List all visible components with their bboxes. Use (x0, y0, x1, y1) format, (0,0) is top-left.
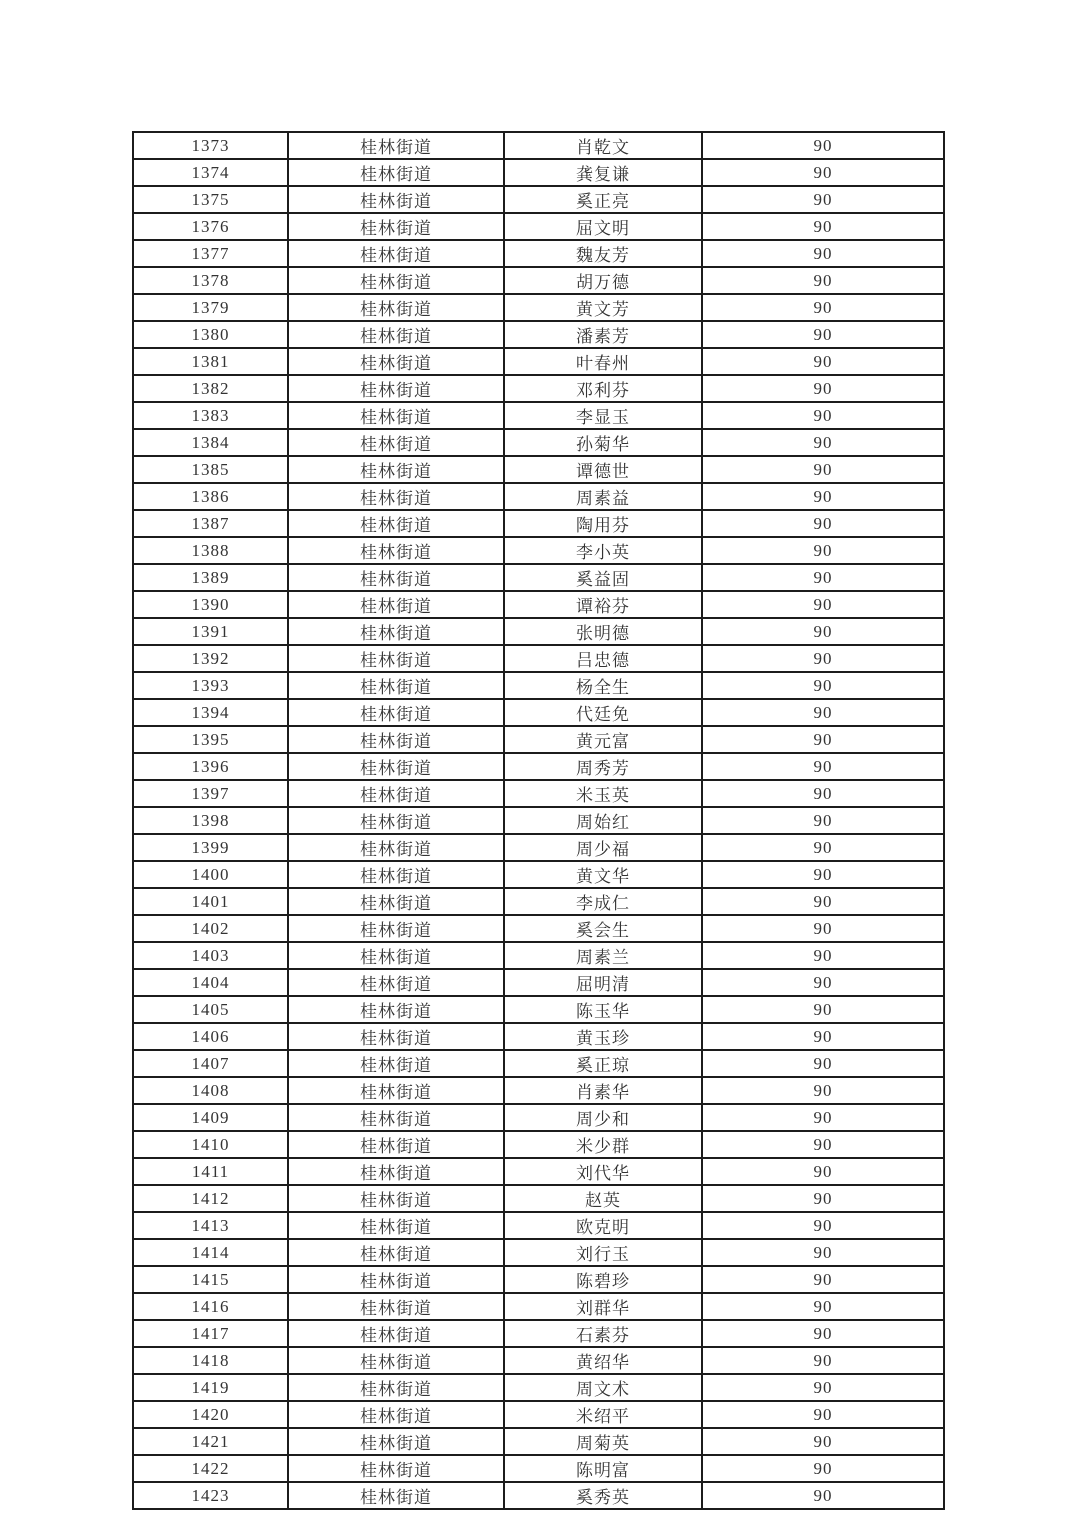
row-number-cell: 1397 (133, 780, 288, 807)
street-cell: 桂林街道 (288, 1185, 504, 1212)
street-cell: 桂林街道 (288, 240, 504, 267)
table-row (133, 726, 944, 753)
score-cell: 90 (702, 888, 944, 915)
name-cell: 屈明清 (504, 969, 702, 996)
row-number-cell: 1387 (133, 510, 288, 537)
table-row (133, 132, 944, 159)
street-cell: 桂林街道 (288, 780, 504, 807)
name-cell: 奚会生 (504, 915, 702, 942)
row-number-cell: 1392 (133, 645, 288, 672)
name-cell: 欧克明 (504, 1212, 702, 1239)
street-cell: 桂林街道 (288, 915, 504, 942)
score-cell: 90 (702, 1050, 944, 1077)
table-row (133, 915, 944, 942)
table-row (133, 1455, 944, 1482)
row-number-cell: 1393 (133, 672, 288, 699)
row-number-cell: 1413 (133, 1212, 288, 1239)
table-row (133, 834, 944, 861)
score-cell: 90 (702, 267, 944, 294)
row-number-cell: 1377 (133, 240, 288, 267)
table-row (133, 618, 944, 645)
row-number-cell: 1385 (133, 456, 288, 483)
street-cell: 桂林街道 (288, 807, 504, 834)
row-number-cell: 1410 (133, 1131, 288, 1158)
table-row (133, 942, 944, 969)
score-cell: 90 (702, 456, 944, 483)
street-cell: 桂林街道 (288, 510, 504, 537)
name-cell: 刘行玉 (504, 1239, 702, 1266)
street-cell: 桂林街道 (288, 888, 504, 915)
name-cell: 黄文华 (504, 861, 702, 888)
score-cell: 90 (702, 402, 944, 429)
street-cell: 桂林街道 (288, 618, 504, 645)
name-cell: 张明德 (504, 618, 702, 645)
row-number-cell: 1404 (133, 969, 288, 996)
row-number-cell: 1388 (133, 537, 288, 564)
score-cell: 90 (702, 1374, 944, 1401)
street-cell: 桂林街道 (288, 1401, 504, 1428)
name-cell: 胡万德 (504, 267, 702, 294)
score-cell: 90 (702, 753, 944, 780)
score-cell: 90 (702, 1482, 944, 1509)
street-cell: 桂林街道 (288, 1428, 504, 1455)
row-number-cell: 1405 (133, 996, 288, 1023)
row-number-cell: 1409 (133, 1104, 288, 1131)
row-number-cell: 1374 (133, 159, 288, 186)
score-cell: 90 (702, 321, 944, 348)
name-cell: 米少群 (504, 1131, 702, 1158)
row-number-cell: 1390 (133, 591, 288, 618)
street-cell: 桂林街道 (288, 645, 504, 672)
table-row (133, 780, 944, 807)
table-row (133, 402, 944, 429)
table-row (133, 996, 944, 1023)
table-row (133, 348, 944, 375)
score-cell: 90 (702, 780, 944, 807)
row-number-cell: 1375 (133, 186, 288, 213)
score-cell: 90 (702, 834, 944, 861)
row-number-cell: 1400 (133, 861, 288, 888)
score-cell: 90 (702, 591, 944, 618)
table-row (133, 672, 944, 699)
table-row (133, 564, 944, 591)
street-cell: 桂林街道 (288, 456, 504, 483)
score-cell: 90 (702, 186, 944, 213)
name-cell: 屈文明 (504, 213, 702, 240)
table-row (133, 483, 944, 510)
score-cell: 90 (702, 1266, 944, 1293)
street-cell: 桂林街道 (288, 861, 504, 888)
street-cell: 桂林街道 (288, 213, 504, 240)
street-cell: 桂林街道 (288, 1212, 504, 1239)
street-cell: 桂林街道 (288, 1239, 504, 1266)
table-row (133, 429, 944, 456)
name-cell: 谭德世 (504, 456, 702, 483)
row-number-cell: 1403 (133, 942, 288, 969)
table-row (133, 1428, 944, 1455)
row-number-cell: 1416 (133, 1293, 288, 1320)
table-row (133, 1239, 944, 1266)
row-number-cell: 1379 (133, 294, 288, 321)
table-row (133, 321, 944, 348)
table-row (133, 1347, 944, 1374)
row-number-cell: 1401 (133, 888, 288, 915)
row-number-cell: 1373 (133, 132, 288, 159)
street-cell: 桂林街道 (288, 672, 504, 699)
score-cell: 90 (702, 510, 944, 537)
table-row (133, 1212, 944, 1239)
street-cell: 桂林街道 (288, 1266, 504, 1293)
table-row (133, 591, 944, 618)
row-number-cell: 1386 (133, 483, 288, 510)
table-row (133, 240, 944, 267)
score-cell: 90 (702, 699, 944, 726)
street-cell: 桂林街道 (288, 996, 504, 1023)
street-cell: 桂林街道 (288, 1374, 504, 1401)
table-row (133, 1185, 944, 1212)
name-cell: 陈碧珍 (504, 1266, 702, 1293)
score-cell: 90 (702, 1455, 944, 1482)
table-row (133, 1158, 944, 1185)
table-row (133, 861, 944, 888)
street-cell: 桂林街道 (288, 699, 504, 726)
table-row (133, 1374, 944, 1401)
row-number-cell: 1407 (133, 1050, 288, 1077)
row-number-cell: 1389 (133, 564, 288, 591)
name-cell: 陈明富 (504, 1455, 702, 1482)
name-cell: 周秀芳 (504, 753, 702, 780)
score-cell: 90 (702, 915, 944, 942)
table-row (133, 1293, 944, 1320)
table-row (133, 375, 944, 402)
table-row (133, 1401, 944, 1428)
row-number-cell: 1415 (133, 1266, 288, 1293)
table-row (133, 1050, 944, 1077)
street-cell: 桂林街道 (288, 1347, 504, 1374)
row-number-cell: 1417 (133, 1320, 288, 1347)
name-cell: 吕忠德 (504, 645, 702, 672)
name-cell: 黄玉珍 (504, 1023, 702, 1050)
score-cell: 90 (702, 537, 944, 564)
score-cell: 90 (702, 1212, 944, 1239)
name-cell: 黄绍华 (504, 1347, 702, 1374)
score-cell: 90 (702, 1104, 944, 1131)
name-cell: 奚正亮 (504, 186, 702, 213)
name-cell: 米玉英 (504, 780, 702, 807)
table-row (133, 186, 944, 213)
street-cell: 桂林街道 (288, 726, 504, 753)
row-number-cell: 1414 (133, 1239, 288, 1266)
table-row (133, 1023, 944, 1050)
score-cell: 90 (702, 861, 944, 888)
street-cell: 桂林街道 (288, 1023, 504, 1050)
street-cell: 桂林街道 (288, 186, 504, 213)
street-cell: 桂林街道 (288, 483, 504, 510)
row-number-cell: 1383 (133, 402, 288, 429)
score-cell: 90 (702, 375, 944, 402)
name-cell: 李小英 (504, 537, 702, 564)
row-number-cell: 1382 (133, 375, 288, 402)
score-cell: 90 (702, 807, 944, 834)
score-cell: 90 (702, 429, 944, 456)
table-row (133, 969, 944, 996)
street-cell: 桂林街道 (288, 402, 504, 429)
street-cell: 桂林街道 (288, 1077, 504, 1104)
table-row (133, 807, 944, 834)
name-cell: 赵英 (504, 1185, 702, 1212)
name-cell: 魏友芳 (504, 240, 702, 267)
name-cell: 石素芬 (504, 1320, 702, 1347)
name-cell: 龚复谦 (504, 159, 702, 186)
score-cell: 90 (702, 645, 944, 672)
name-cell: 黄文芳 (504, 294, 702, 321)
row-number-cell: 1381 (133, 348, 288, 375)
row-number-cell: 1406 (133, 1023, 288, 1050)
street-cell: 桂林街道 (288, 375, 504, 402)
name-cell: 谭裕芬 (504, 591, 702, 618)
score-cell: 90 (702, 1185, 944, 1212)
row-number-cell: 1391 (133, 618, 288, 645)
street-cell: 桂林街道 (288, 753, 504, 780)
score-cell: 90 (702, 672, 944, 699)
table-row (133, 294, 944, 321)
table-row (133, 645, 944, 672)
score-cell: 90 (702, 996, 944, 1023)
row-number-cell: 1380 (133, 321, 288, 348)
table-row (133, 213, 944, 240)
score-cell: 90 (702, 726, 944, 753)
name-cell: 孙菊华 (504, 429, 702, 456)
row-number-cell: 1421 (133, 1428, 288, 1455)
street-cell: 桂林街道 (288, 159, 504, 186)
name-cell: 周菊英 (504, 1428, 702, 1455)
name-cell: 刘群华 (504, 1293, 702, 1320)
table-row (133, 456, 944, 483)
row-number-cell: 1396 (133, 753, 288, 780)
row-number-cell: 1384 (133, 429, 288, 456)
score-cell: 90 (702, 1131, 944, 1158)
row-number-cell: 1376 (133, 213, 288, 240)
street-cell: 桂林街道 (288, 969, 504, 996)
street-cell: 桂林街道 (288, 1293, 504, 1320)
table-row (133, 510, 944, 537)
street-cell: 桂林街道 (288, 1158, 504, 1185)
row-number-cell: 1422 (133, 1455, 288, 1482)
name-cell: 邓利芬 (504, 375, 702, 402)
name-cell: 周少和 (504, 1104, 702, 1131)
score-cell: 90 (702, 294, 944, 321)
name-cell: 刘代华 (504, 1158, 702, 1185)
street-cell: 桂林街道 (288, 1050, 504, 1077)
row-number-cell: 1408 (133, 1077, 288, 1104)
name-cell: 杨全生 (504, 672, 702, 699)
street-cell: 桂林街道 (288, 321, 504, 348)
table-row (133, 1104, 944, 1131)
score-cell: 90 (702, 1293, 944, 1320)
score-cell: 90 (702, 240, 944, 267)
score-cell: 90 (702, 618, 944, 645)
street-cell: 桂林街道 (288, 591, 504, 618)
score-cell: 90 (702, 1239, 944, 1266)
table-row (133, 1320, 944, 1347)
row-number-cell: 1423 (133, 1482, 288, 1509)
name-cell: 周文术 (504, 1374, 702, 1401)
name-cell: 周少福 (504, 834, 702, 861)
table-row (133, 1077, 944, 1104)
row-number-cell: 1395 (133, 726, 288, 753)
table-row (133, 1482, 944, 1509)
name-cell: 陈玉华 (504, 996, 702, 1023)
table-row (133, 537, 944, 564)
street-cell: 桂林街道 (288, 942, 504, 969)
street-cell: 桂林街道 (288, 1482, 504, 1509)
name-cell: 肖素华 (504, 1077, 702, 1104)
row-number-cell: 1399 (133, 834, 288, 861)
score-cell: 90 (702, 1023, 944, 1050)
score-cell: 90 (702, 348, 944, 375)
name-cell: 代廷免 (504, 699, 702, 726)
name-cell: 李成仁 (504, 888, 702, 915)
row-number-cell: 1411 (133, 1158, 288, 1185)
street-cell: 桂林街道 (288, 429, 504, 456)
street-cell: 桂林街道 (288, 267, 504, 294)
street-cell: 桂林街道 (288, 564, 504, 591)
score-cell: 90 (702, 159, 944, 186)
name-cell: 潘素芳 (504, 321, 702, 348)
name-cell: 奚秀英 (504, 1482, 702, 1509)
row-number-cell: 1412 (133, 1185, 288, 1212)
score-cell: 90 (702, 969, 944, 996)
name-cell: 黄元富 (504, 726, 702, 753)
name-cell: 米绍平 (504, 1401, 702, 1428)
street-cell: 桂林街道 (288, 834, 504, 861)
name-cell: 李显玉 (504, 402, 702, 429)
score-cell: 90 (702, 132, 944, 159)
table-row (133, 267, 944, 294)
street-cell: 桂林街道 (288, 348, 504, 375)
score-cell: 90 (702, 1347, 944, 1374)
row-number-cell: 1398 (133, 807, 288, 834)
table-row (133, 753, 944, 780)
score-cell: 90 (702, 1077, 944, 1104)
row-number-cell: 1378 (133, 267, 288, 294)
table-body (133, 132, 944, 1509)
row-number-cell: 1420 (133, 1401, 288, 1428)
score-cell: 90 (702, 1320, 944, 1347)
table-row (133, 699, 944, 726)
score-cell: 90 (702, 942, 944, 969)
name-cell: 叶春州 (504, 348, 702, 375)
score-cell: 90 (702, 213, 944, 240)
name-cell: 奚益固 (504, 564, 702, 591)
row-number-cell: 1418 (133, 1347, 288, 1374)
street-cell: 桂林街道 (288, 1455, 504, 1482)
name-cell: 肖乾文 (504, 132, 702, 159)
street-cell: 桂林街道 (288, 1104, 504, 1131)
street-cell: 桂林街道 (288, 1131, 504, 1158)
score-cell: 90 (702, 1158, 944, 1185)
name-cell: 奚正琼 (504, 1050, 702, 1077)
street-cell: 桂林街道 (288, 132, 504, 159)
score-cell: 90 (702, 483, 944, 510)
street-cell: 桂林街道 (288, 537, 504, 564)
roster-table (132, 131, 945, 1510)
score-cell: 90 (702, 564, 944, 591)
row-number-cell: 1419 (133, 1374, 288, 1401)
street-cell: 桂林街道 (288, 1320, 504, 1347)
row-number-cell: 1394 (133, 699, 288, 726)
name-cell: 周始红 (504, 807, 702, 834)
name-cell: 周素益 (504, 483, 702, 510)
table-row (133, 888, 944, 915)
score-cell: 90 (702, 1428, 944, 1455)
score-cell: 90 (702, 1401, 944, 1428)
table-row (133, 1266, 944, 1293)
row-number-cell: 1402 (133, 915, 288, 942)
name-cell: 周素兰 (504, 942, 702, 969)
table-row (133, 159, 944, 186)
name-cell: 陶用芬 (504, 510, 702, 537)
table-row (133, 1131, 944, 1158)
street-cell: 桂林街道 (288, 294, 504, 321)
